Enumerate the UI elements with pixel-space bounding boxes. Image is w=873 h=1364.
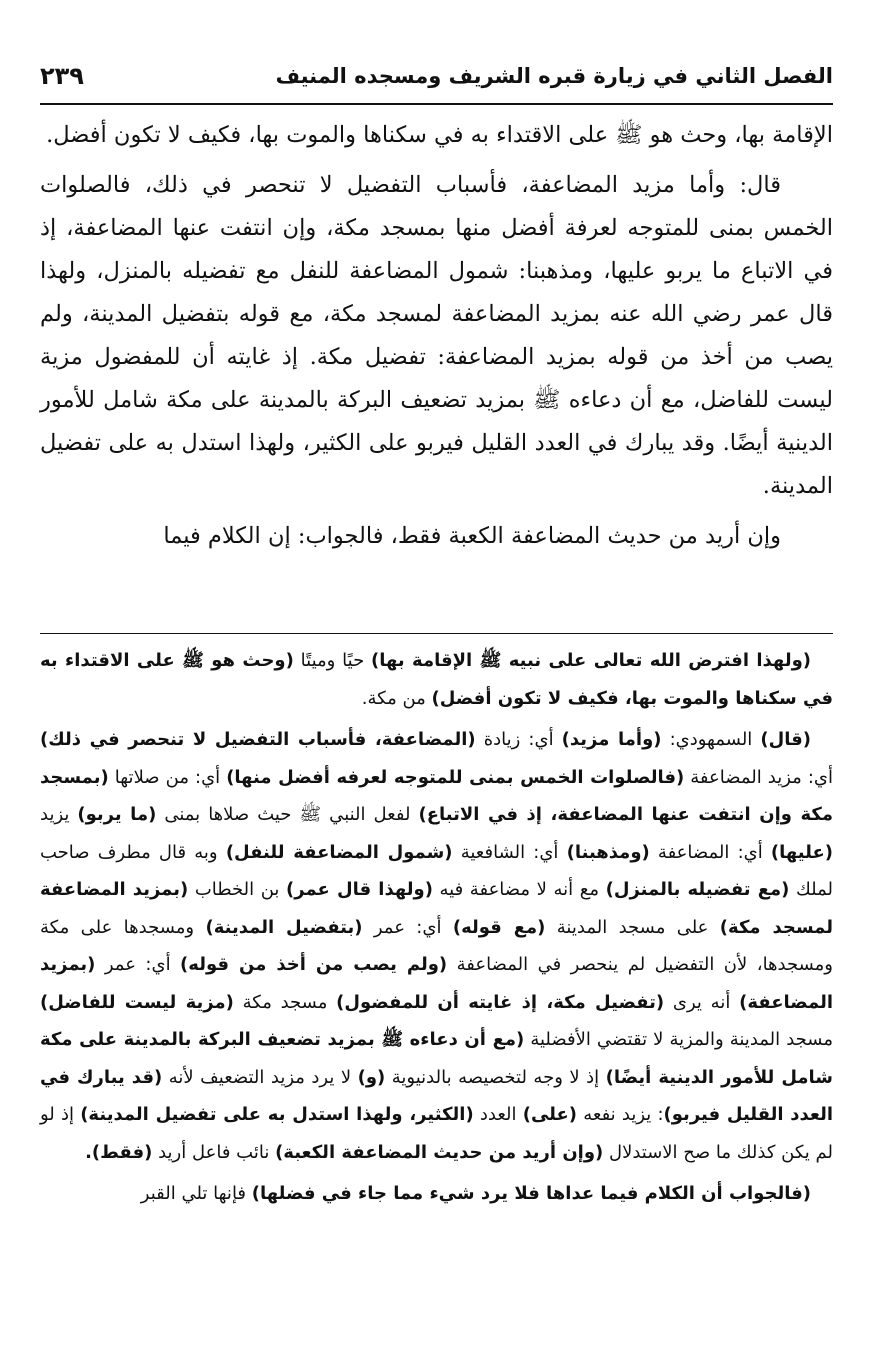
quoted-matn-text: (بمزيد المضاعفة لمسجد مكة) xyxy=(40,879,833,938)
commentary-text: السمهودي: xyxy=(661,729,761,750)
commentary-text: يزيد xyxy=(40,804,78,825)
quoted-matn-text: (قد يبارك في العدد القليل فيربو) xyxy=(40,1066,834,1125)
commentary-text: أي: عمر xyxy=(362,916,453,938)
quoted-matn-text: (مزية ليست للفاضل) xyxy=(40,991,234,1013)
quoted-matn-text: (ولم يصب من أخذ من قوله) xyxy=(180,954,448,975)
quoted-matn-text: (ولهذا افترض الله تعالى على نبيه ﷺ الإقامة بها) xyxy=(371,650,811,671)
quoted-matn-text: (المضاعفة، فأسباب التفضيل لا تنحصر في ذلك) xyxy=(40,729,476,750)
commentary-text: لفعل النبي ﷺ حيث صلاها بمنى xyxy=(156,804,419,825)
commentary-paragraph-3 xyxy=(40,1175,833,1213)
quoted-matn-text: (بمسجد مكة وإن انتفت عنها المضاعفة، إذ في الاتباع) xyxy=(40,766,834,825)
commentary-text: مسجد المدينة والمزية لا تقتضي الأفضلية xyxy=(524,1029,834,1050)
commentary-text: أي: زيادة xyxy=(475,729,562,750)
commentary-text: وبه قال مطرف صاحب لملك xyxy=(40,841,833,900)
quoted-matn-text: (الكثير، ولهذا استدل به على تفضيل المدينة) xyxy=(80,1104,474,1125)
quoted-matn-text: (مع قوله) xyxy=(452,916,546,938)
commentary-text: إذ لو لم يكن كذلك ما صح الاستدلال xyxy=(40,1104,833,1163)
commentary-text: أي: من صلاتها xyxy=(108,766,227,788)
main-paragraph-3: وإن أريد من حديث المضاعفة الكعبة فقط، فالجواب: إن الكلام فيما xyxy=(163,523,781,549)
commentary-text: مع أنه لا مضاعفة فيه xyxy=(432,879,606,900)
commentary-text: : يزيد نفعه xyxy=(577,1104,664,1125)
commentary-text: بن الخطاب xyxy=(188,879,287,900)
running-header xyxy=(40,56,833,96)
header-rule xyxy=(40,103,833,105)
quoted-matn-text: (على) xyxy=(522,1104,578,1125)
quoted-matn-text: (وإن أريد من حديث المضاعفة الكعبة) xyxy=(275,1141,604,1163)
quoted-matn-text: (ولهذا قال عمر) xyxy=(286,879,433,900)
quoted-matn-text: (عليها) xyxy=(770,841,834,863)
commentary-text: حيًا وميتًا xyxy=(293,650,372,671)
commentary-text: لا يرد مزيد التضعيف لأنه xyxy=(162,1066,358,1088)
main-paragraph-1: الإقامة بها، وحث هو ﷺ على الاقتداء به في سكناها والموت بها، فكيف لا تكون أفضل. xyxy=(46,122,833,148)
commentary-text: فإنها تلي القبر xyxy=(140,1183,252,1204)
commentary-paragraph-2 xyxy=(40,721,833,1171)
chapter-title: الفصل الثاني في زيارة قبره الشريف ومسجده المنيف xyxy=(275,64,833,88)
quoted-matn-text: (شمول المضاعفة للنفل) xyxy=(225,841,453,863)
quoted-matn-text: (قال) xyxy=(760,729,812,750)
commentary-text: أنه يرى xyxy=(664,991,740,1013)
quoted-matn-text: (فالجواب أن الكلام فيما عداها فلا يرد شيء مما جاء في فضلها) xyxy=(251,1183,811,1204)
quoted-matn-text: (بمزيد المضاعفة) xyxy=(40,954,833,1013)
commentary-text: أي: الشافعية xyxy=(452,841,567,863)
quoted-matn-text: (مع تفضيله بالمنزل) xyxy=(605,879,790,900)
commentary-text: مسجد مكة xyxy=(233,991,337,1013)
commentary-text: على مسجد المدينة xyxy=(545,916,720,938)
main-text xyxy=(40,114,833,558)
commentary-text: من مكة. xyxy=(361,687,432,709)
commentary-text: أي: مزيد المضاعفة xyxy=(684,766,833,788)
commentary xyxy=(40,642,833,1213)
quoted-matn-text: (ومذهبنا) xyxy=(566,841,650,863)
footnote-separator xyxy=(40,633,833,634)
commentary-paragraph-1 xyxy=(40,642,833,717)
commentary-text: ومسجدها على مكة ومسجدها، لأن التفضيل لم ينحصر في المضاعفة xyxy=(40,916,834,975)
commentary-text: إذ لا وجه لتخصيصه بالدنيوية xyxy=(385,1066,606,1088)
quoted-matn-text: (ما يربو) xyxy=(77,804,157,825)
commentary-text: العدد xyxy=(473,1104,523,1125)
quoted-matn-text: (فالصلوات الخمس بمنى للمتوجه لعرفه أفضل منها) xyxy=(226,766,685,788)
main-paragraph-2: قال: وأما مزيد المضاعفة، فأسباب التفضيل لا تنحصر في ذلك، فالصلوات الخمس بمنى للمتوجه لعرفة أفضل منها بمسجد مكة، وإن انتفت عنها المضاعفة، إذ في الاتباع ما يربو عليها، ومذهبنا: شمول المضاعفة للنفل مع تفضيله بالمنزل، ولهذا قال عمر رضي الله عنه بمزيد المضاعفة لمسجد مكة، مع قوله بتفضيل المدينة، ولم يصب من أخذ من قوله بمزيد المضاعفة: تفضيل مكة. إذ غايته أن للمفضول مزية ليست للفاضل، مع أن دعاءه ﷺ بمزيد تضعيف البركة بالمدينة على مكة شامل للأمور الدينية أيضًا. وقد يبارك في العدد القليل فيربو على الكثير، ولهذا استدل به على تفضيل المدينة. xyxy=(40,172,834,499)
commentary-text: أي: عمر xyxy=(95,954,181,975)
quoted-matn-text: (و) xyxy=(357,1066,386,1088)
quoted-matn-text: (بتفضيل المدينة) xyxy=(205,916,363,938)
page-number: ٢٣٩ xyxy=(40,62,84,90)
commentary-text: أي: المضاعفة xyxy=(649,841,771,863)
commentary-text: نائب فاعل أريد xyxy=(152,1141,276,1163)
quoted-matn-text: (وأما مزيد) xyxy=(561,729,662,750)
quoted-matn-text: (فقط). xyxy=(85,1141,153,1163)
quoted-matn-text: (مع أن دعاءه ﷺ بمزيد تضعيف البركة بالمدينة على مكة شامل للأمور الدينية أيضًا) xyxy=(40,1029,833,1088)
quoted-matn-text: (تفضيل مكة، إذ غايته أن للمفضول) xyxy=(336,991,665,1013)
quoted-matn-text: (وحث هو ﷺ على الاقتداء به في سكناها والموت بها، فكيف لا تكون أفضل) xyxy=(40,650,833,709)
